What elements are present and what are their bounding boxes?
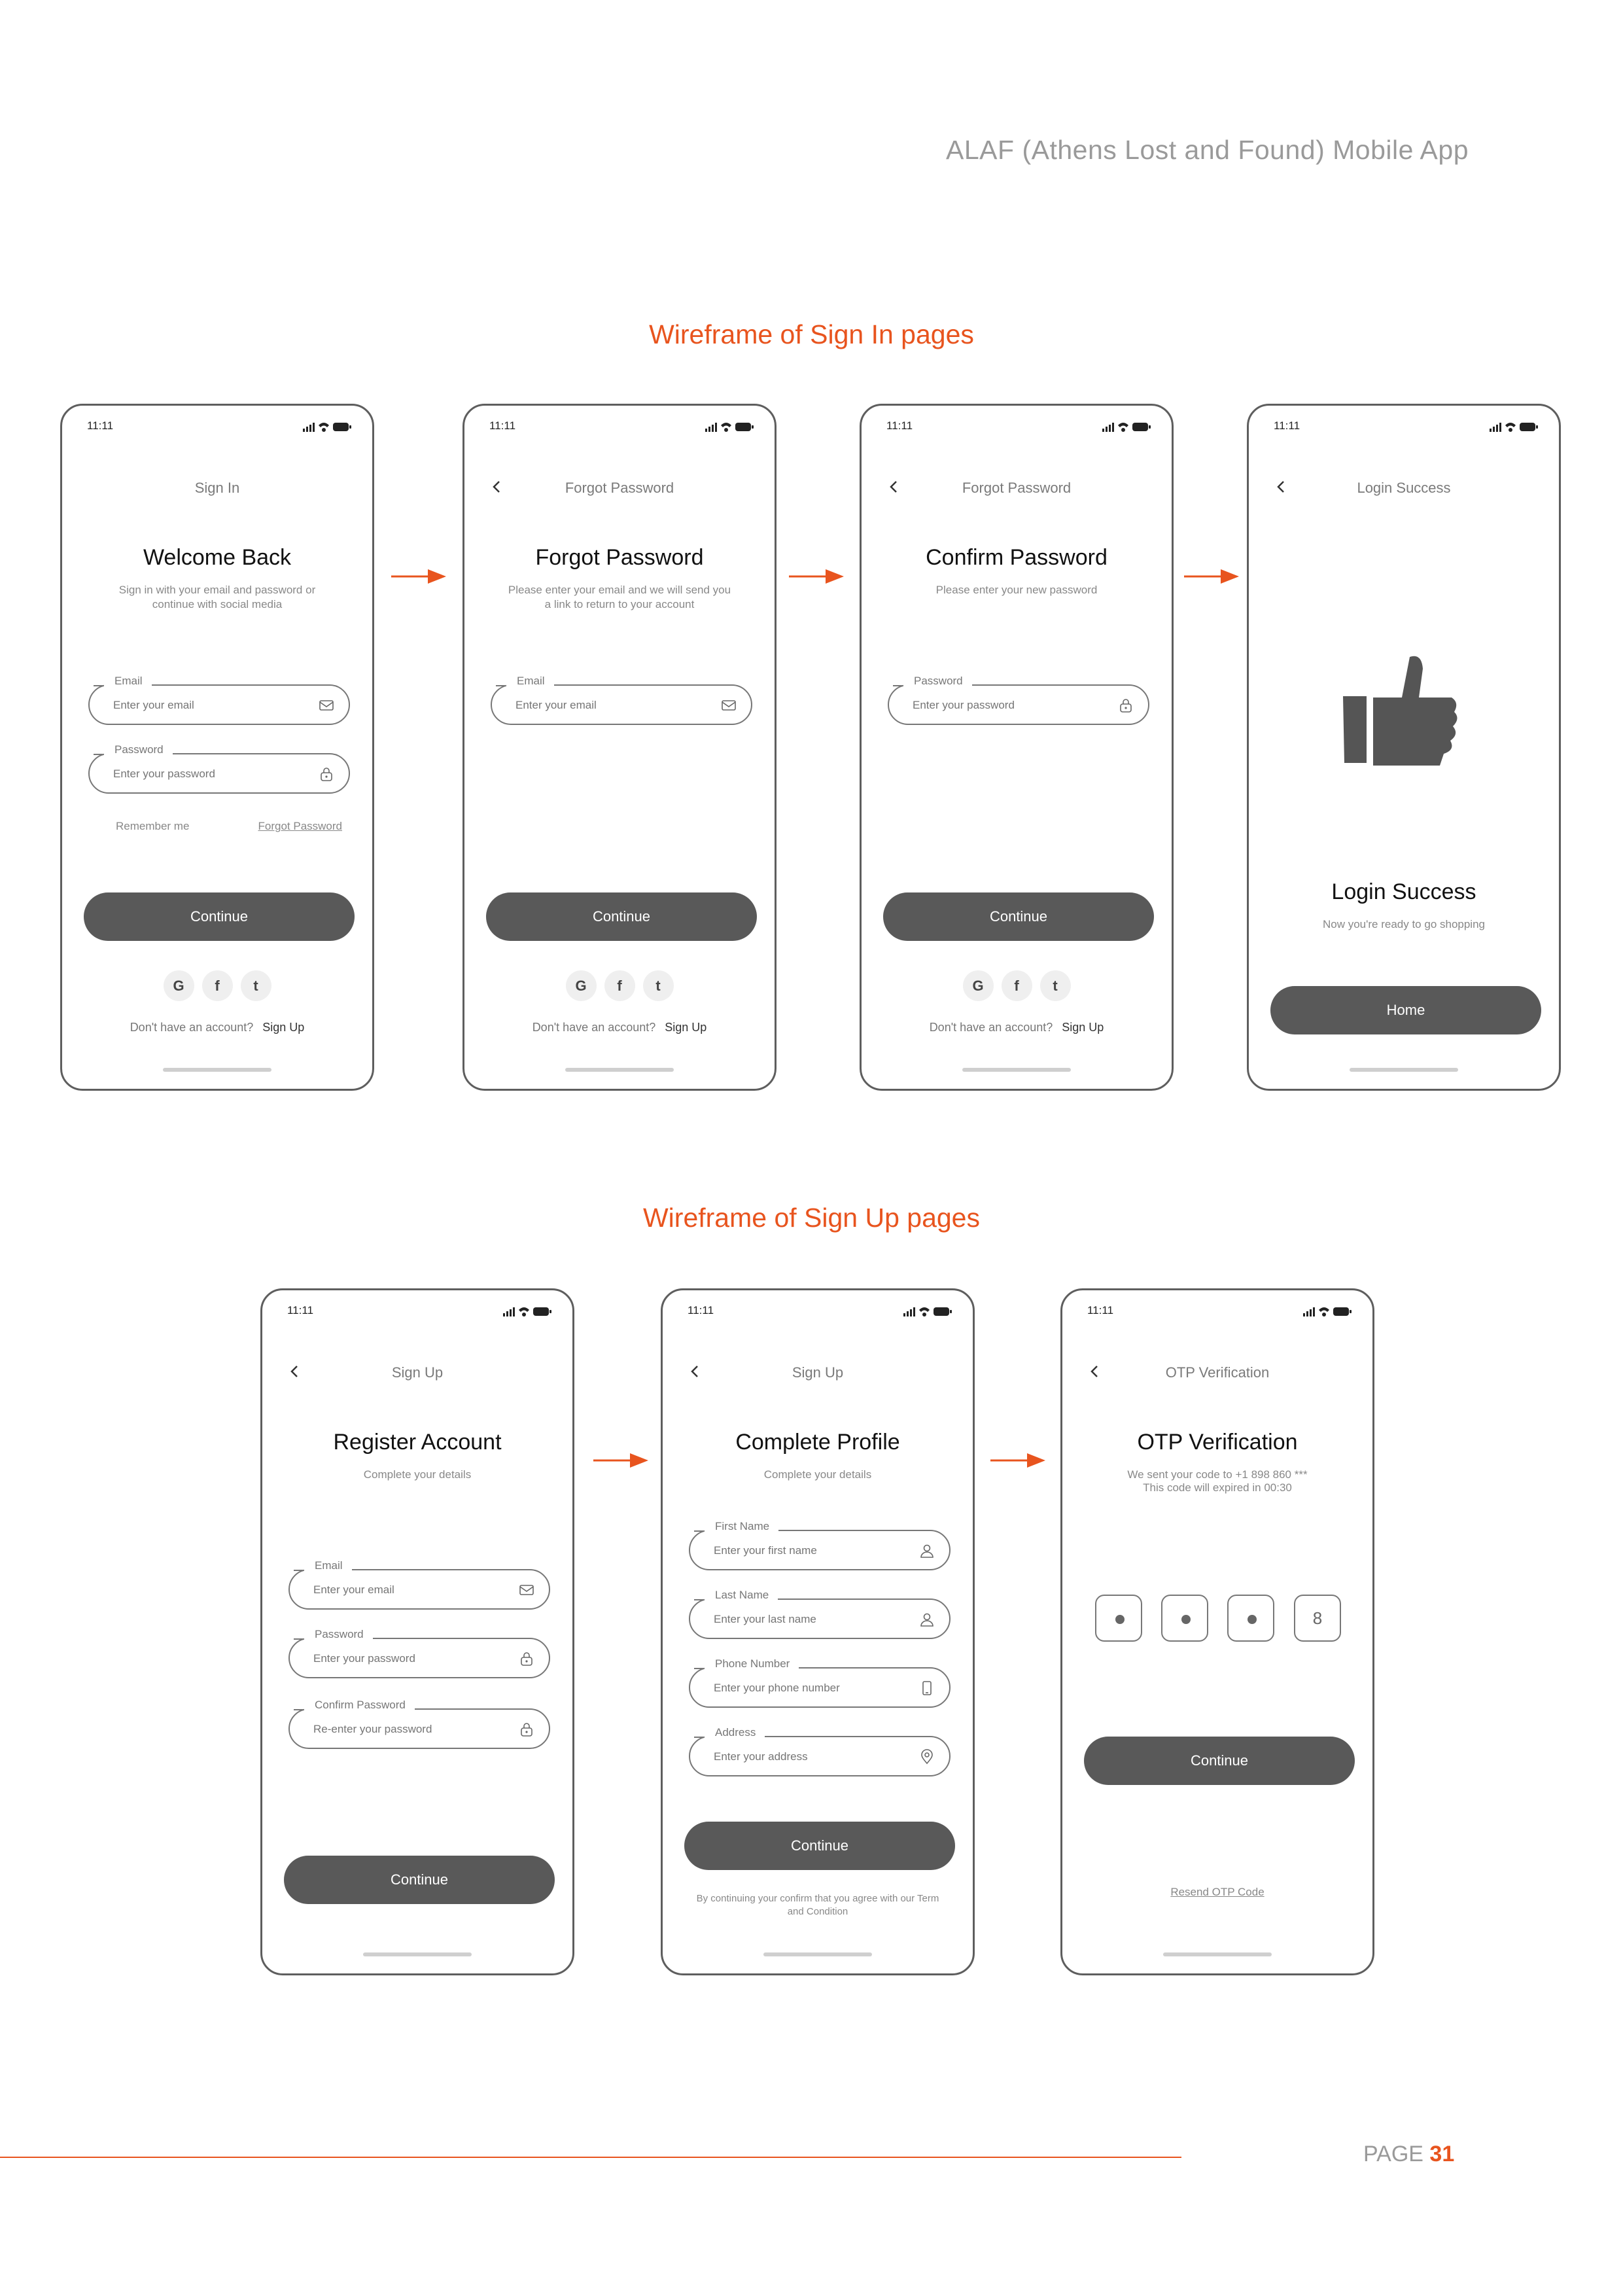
- email-input[interactable]: [313, 1583, 503, 1597]
- screen-subtitle: Complete your details: [763, 1468, 872, 1481]
- screen-subtitle: Complete your details: [363, 1468, 472, 1481]
- lock-icon: [1118, 698, 1134, 713]
- password-label: Password: [903, 675, 972, 688]
- continue-button[interactable]: Continue: [84, 892, 355, 941]
- google-icon[interactable]: G: [164, 970, 194, 1001]
- address-input[interactable]: [714, 1750, 903, 1763]
- lock-icon: [519, 1722, 534, 1737]
- continue-button[interactable]: Continue: [486, 892, 757, 941]
- signup-prompt: [62, 1021, 372, 1034]
- phone-signin: [60, 404, 374, 1091]
- forgot-password-link[interactable]: Forgot Password: [258, 820, 342, 832]
- user-icon: [919, 1543, 935, 1559]
- nav-title: OTP Verification: [1165, 1364, 1270, 1381]
- home-indicator: [163, 1068, 271, 1072]
- last-name-input[interactable]: [714, 1613, 903, 1626]
- phone-complete-profile: [661, 1288, 975, 1975]
- mail-icon: [721, 698, 737, 713]
- nav-title: Sign Up: [792, 1364, 844, 1381]
- signup-link[interactable]: Sign Up: [1062, 1021, 1104, 1034]
- twitter-icon[interactable]: t: [643, 970, 674, 1001]
- phone-confirm-password: [860, 404, 1174, 1091]
- terms-text: By continuing your confirm that you agree with our Term and Condition: [696, 1893, 939, 1917]
- email-label: Email: [506, 675, 554, 688]
- screen-heading: Complete Profile: [735, 1430, 900, 1455]
- phone-login-success: [1247, 404, 1561, 1091]
- email-input[interactable]: [515, 699, 705, 712]
- screen-heading: Register Account: [333, 1430, 502, 1455]
- screen-heading: Confirm Password: [926, 545, 1108, 570]
- google-icon[interactable]: G: [963, 970, 994, 1001]
- status-time: 11:11: [688, 1304, 714, 1316]
- signup-link[interactable]: Sign Up: [665, 1021, 707, 1034]
- signup-link[interactable]: Sign Up: [262, 1021, 305, 1034]
- address-label: Address: [705, 1726, 765, 1739]
- password-field[interactable]: [888, 675, 1149, 725]
- screen-subtitle: Now you're ready to go shopping: [1322, 918, 1485, 930]
- screen-heading: Login Success: [1331, 879, 1476, 904]
- facebook-icon[interactable]: f: [202, 970, 233, 1001]
- email-input[interactable]: [113, 699, 303, 712]
- twitter-icon[interactable]: t: [1040, 970, 1071, 1001]
- arrow-icon: [1184, 568, 1239, 585]
- social-login-row: [62, 970, 372, 1001]
- phone-register-account: [260, 1288, 574, 1975]
- email-label: Email: [104, 675, 152, 688]
- phone-number-input[interactable]: [714, 1682, 903, 1695]
- home-indicator: [1350, 1068, 1458, 1072]
- no-account-text: Don't have an account?: [929, 1021, 1053, 1034]
- remember-me-checkbox[interactable]: Remember me: [116, 820, 190, 832]
- signin-section-title: Wireframe of Sign In pages: [649, 319, 974, 349]
- continue-button[interactable]: Continue: [883, 892, 1154, 941]
- social-login-row: [862, 970, 1172, 1001]
- first-name-field[interactable]: [689, 1520, 951, 1570]
- facebook-icon[interactable]: f: [1002, 970, 1032, 1001]
- status-time: 11:11: [87, 419, 114, 432]
- password-input[interactable]: [313, 1652, 503, 1665]
- home-indicator: [1163, 1952, 1272, 1956]
- password-label: Password: [304, 1628, 373, 1641]
- user-icon: [919, 1612, 935, 1627]
- status-icons: [502, 1304, 553, 1318]
- phone-number-field[interactable]: [689, 1657, 951, 1708]
- password-input[interactable]: [113, 768, 303, 781]
- page-number: PAGE 31: [1363, 2142, 1455, 2166]
- signup-section-title: Wireframe of Sign Up pages: [642, 1203, 980, 1233]
- address-field[interactable]: [689, 1726, 951, 1776]
- signup-prompt: [862, 1021, 1172, 1034]
- status-icons: [1101, 419, 1152, 434]
- status-time: 11:11: [886, 419, 913, 432]
- arrow-icon: [990, 1452, 1045, 1469]
- screen-subtitle: Sign in with your email and password or continue with social media: [118, 584, 316, 610]
- email-label: Email: [304, 1559, 352, 1572]
- status-time: 11:11: [489, 419, 516, 432]
- continue-button[interactable]: Continue: [684, 1822, 955, 1870]
- phone-icon: [919, 1680, 935, 1696]
- arrow-icon: [789, 568, 844, 585]
- arrow-icon: [593, 1452, 648, 1469]
- google-icon[interactable]: G: [566, 970, 597, 1001]
- twitter-icon[interactable]: t: [241, 970, 271, 1001]
- document-title: ALAF (Athens Lost and Found) Mobile App: [946, 135, 1469, 165]
- status-icons: [902, 1304, 953, 1318]
- phone-forgot-password: [462, 404, 777, 1091]
- lock-icon: [519, 1651, 534, 1667]
- facebook-icon[interactable]: f: [604, 970, 635, 1001]
- resend-otp-link[interactable]: Resend OTP Code: [1170, 1886, 1265, 1898]
- screen-subtitle-line2: This code will expired in 00:30: [1143, 1481, 1292, 1494]
- arrow-icon: [391, 568, 446, 585]
- otp-digit-4[interactable]: 8: [1294, 1595, 1341, 1642]
- status-time: 11:11: [287, 1304, 314, 1316]
- screen-heading: Forgot Password: [535, 545, 704, 570]
- screen-heading: OTP Verification: [1137, 1430, 1298, 1455]
- continue-button[interactable]: Continue: [284, 1856, 555, 1904]
- location-pin-icon: [919, 1749, 935, 1765]
- home-indicator: [565, 1068, 674, 1072]
- continue-button[interactable]: Continue: [1084, 1737, 1355, 1785]
- phone-number-label: Phone Number: [705, 1657, 799, 1670]
- otp-digit-3[interactable]: [1227, 1595, 1274, 1642]
- last-name-label: Last Name: [705, 1589, 778, 1602]
- email-field[interactable]: [88, 675, 350, 725]
- password-field[interactable]: [88, 743, 350, 794]
- screen-subtitle-line1: We sent your code to +1 898 860 ***: [1127, 1468, 1308, 1481]
- password-input[interactable]: [913, 699, 1102, 712]
- screen-subtitle: Please enter your email and we will send you a link to return to your account: [508, 584, 731, 610]
- screen-heading: Welcome Back: [143, 545, 292, 570]
- home-indicator: [962, 1068, 1071, 1072]
- nav-title: Forgot Password: [962, 480, 1072, 496]
- home-button[interactable]: Home: [1270, 986, 1541, 1034]
- mail-icon: [519, 1582, 534, 1598]
- status-icons: [302, 419, 353, 434]
- nav-title: Sign In: [194, 480, 240, 496]
- no-account-text: Don't have an account?: [130, 1021, 254, 1034]
- no-account-text: Don't have an account?: [532, 1021, 656, 1034]
- password-label: Password: [104, 743, 173, 756]
- home-indicator: [363, 1952, 472, 1956]
- first-name-input[interactable]: [714, 1544, 903, 1557]
- otp-digit-1[interactable]: [1095, 1595, 1142, 1642]
- confirm-password-field[interactable]: [288, 1699, 550, 1749]
- home-indicator: [763, 1952, 872, 1956]
- status-time: 11:11: [1087, 1304, 1114, 1316]
- nav-title: Login Success: [1357, 480, 1451, 496]
- status-icons: [1488, 419, 1539, 434]
- status-icons: [704, 419, 755, 434]
- phone-otp-verification: [1060, 1288, 1374, 1975]
- email-field[interactable]: [288, 1559, 550, 1610]
- confirm-password-label: Confirm Password: [304, 1699, 415, 1712]
- screen-subtitle: Please enter your new password: [935, 584, 1098, 596]
- lock-icon: [319, 766, 334, 782]
- nav-title: Forgot Password: [565, 480, 674, 496]
- social-login-row: [464, 970, 775, 1001]
- confirm-password-input[interactable]: [313, 1723, 503, 1736]
- thumbs-up-icon: [1342, 650, 1461, 769]
- status-time: 11:11: [1274, 419, 1300, 432]
- nav-title: Sign Up: [391, 1364, 444, 1381]
- status-icons: [1302, 1304, 1353, 1318]
- email-field[interactable]: [491, 675, 752, 725]
- signup-prompt: [464, 1021, 775, 1034]
- otp-digit-2[interactable]: [1161, 1595, 1208, 1642]
- password-field[interactable]: [288, 1628, 550, 1678]
- mail-icon: [319, 698, 334, 713]
- first-name-label: First Name: [705, 1520, 778, 1533]
- footer-divider: [0, 2157, 1181, 2158]
- last-name-field[interactable]: [689, 1589, 951, 1639]
